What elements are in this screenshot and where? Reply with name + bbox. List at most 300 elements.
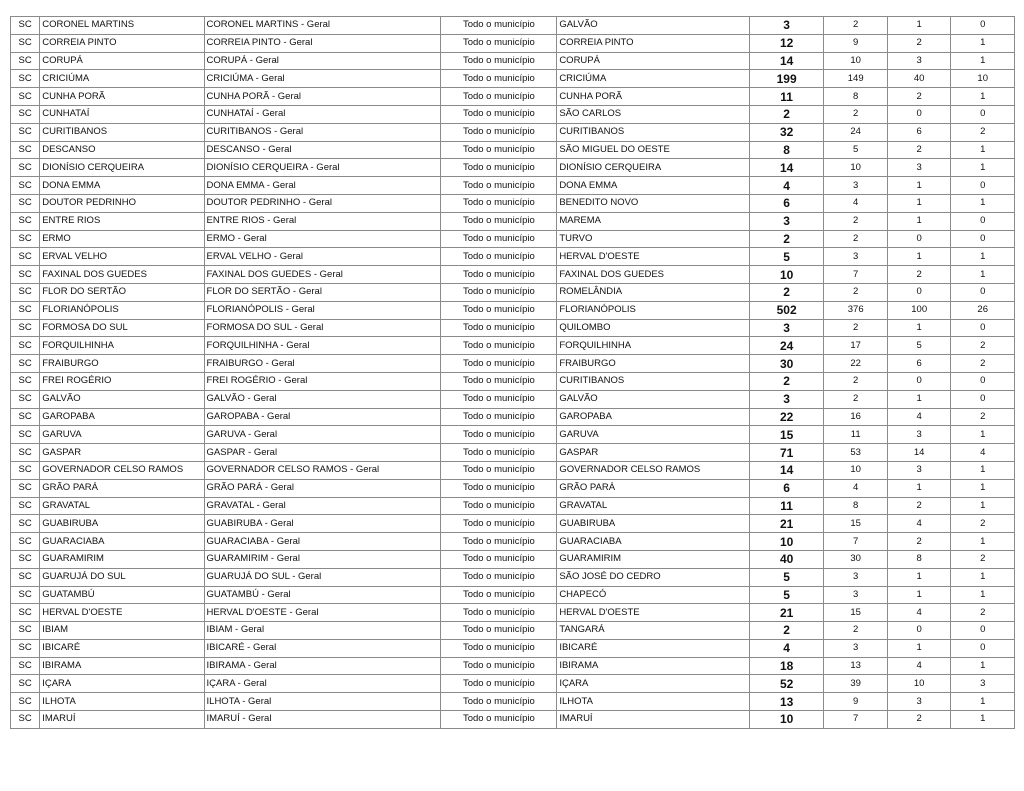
- uf-cell: SC: [11, 337, 40, 355]
- count-cell-3: 4: [951, 444, 1015, 462]
- count-cell-3: 0: [951, 177, 1015, 195]
- sede-cell: GALVÃO: [557, 390, 750, 408]
- total-cell: 2: [749, 230, 824, 248]
- count-cell-2: 10: [887, 675, 951, 693]
- count-cell-3: 0: [951, 283, 1015, 301]
- table-row: [11, 105, 1015, 123]
- count-cell-3: 1: [951, 266, 1015, 284]
- count-cell-3: 2: [951, 604, 1015, 622]
- municipio-cell: GALVÃO: [40, 390, 204, 408]
- count-cell-2: 100: [887, 301, 951, 319]
- municipio-cell: DIONÍSIO CERQUEIRA: [40, 159, 204, 177]
- area-cell: CUNHA PORÃ - Geral: [204, 88, 441, 106]
- abrangencia-cell: Todo o município: [441, 497, 557, 515]
- abrangencia-cell: Todo o município: [441, 17, 557, 35]
- municipio-cell: HERVAL D'OESTE: [40, 604, 204, 622]
- area-cell: ERVAL VELHO - Geral: [204, 248, 441, 266]
- sede-cell: TANGARÁ: [557, 622, 750, 640]
- count-cell-3: 10: [951, 70, 1015, 88]
- municipio-cell: FREI ROGÉRIO: [40, 372, 204, 390]
- abrangencia-cell: Todo o município: [441, 177, 557, 195]
- count-cell-2: 3: [887, 693, 951, 711]
- area-cell: FLOR DO SERTÃO - Geral: [204, 283, 441, 301]
- total-cell: 32: [749, 123, 824, 141]
- area-cell: GALVÃO - Geral: [204, 390, 441, 408]
- count-cell-1: 4: [824, 479, 888, 497]
- sede-cell: GUARAMIRIM: [557, 550, 750, 568]
- total-cell: 24: [749, 337, 824, 355]
- abrangencia-cell: Todo o município: [441, 675, 557, 693]
- count-cell-2: 1: [887, 177, 951, 195]
- municipio-cell: GARUVA: [40, 426, 204, 444]
- table-row: [11, 657, 1015, 675]
- area-cell: GRÃO PARÁ - Geral: [204, 479, 441, 497]
- count-cell-1: 3: [824, 586, 888, 604]
- uf-cell: SC: [11, 159, 40, 177]
- count-cell-2: 2: [887, 266, 951, 284]
- table-row: [11, 194, 1015, 212]
- uf-cell: SC: [11, 390, 40, 408]
- abrangencia-cell: Todo o município: [441, 355, 557, 373]
- table-row: [11, 52, 1015, 70]
- abrangencia-cell: Todo o município: [441, 461, 557, 479]
- table-row: [11, 70, 1015, 88]
- municipio-cell: DONA EMMA: [40, 177, 204, 195]
- count-cell-1: 2: [824, 283, 888, 301]
- table-row: [11, 568, 1015, 586]
- municipio-cell: CORONEL MARTINS: [40, 17, 204, 35]
- municipio-cell: CUNHATAÍ: [40, 105, 204, 123]
- count-cell-1: 15: [824, 604, 888, 622]
- area-cell: FORQUILHINHA - Geral: [204, 337, 441, 355]
- count-cell-1: 53: [824, 444, 888, 462]
- abrangencia-cell: Todo o município: [441, 586, 557, 604]
- uf-cell: SC: [11, 533, 40, 551]
- total-cell: 5: [749, 248, 824, 266]
- municipio-cell: FLORIANÓPOLIS: [40, 301, 204, 319]
- count-cell-3: 1: [951, 426, 1015, 444]
- total-cell: 3: [749, 390, 824, 408]
- count-cell-2: 4: [887, 604, 951, 622]
- sede-cell: QUILOMBO: [557, 319, 750, 337]
- table-row: [11, 408, 1015, 426]
- area-cell: GARUVA - Geral: [204, 426, 441, 444]
- total-cell: 3: [749, 17, 824, 35]
- count-cell-3: 1: [951, 34, 1015, 52]
- count-cell-3: 1: [951, 657, 1015, 675]
- abrangencia-cell: Todo o município: [441, 88, 557, 106]
- municipio-cell: GASPAR: [40, 444, 204, 462]
- total-cell: 5: [749, 586, 824, 604]
- municipio-cell: CUNHA PORÃ: [40, 88, 204, 106]
- count-cell-1: 22: [824, 355, 888, 373]
- table-row: [11, 159, 1015, 177]
- count-cell-3: 0: [951, 230, 1015, 248]
- count-cell-2: 1: [887, 568, 951, 586]
- count-cell-1: 3: [824, 568, 888, 586]
- count-cell-3: 2: [951, 550, 1015, 568]
- count-cell-1: 376: [824, 301, 888, 319]
- count-cell-1: 9: [824, 34, 888, 52]
- count-cell-2: 5: [887, 337, 951, 355]
- municipio-cell: FORQUILHINHA: [40, 337, 204, 355]
- uf-cell: SC: [11, 622, 40, 640]
- uf-cell: SC: [11, 177, 40, 195]
- total-cell: 199: [749, 70, 824, 88]
- table-row: [11, 123, 1015, 141]
- total-cell: 14: [749, 52, 824, 70]
- sede-cell: DONA EMMA: [557, 177, 750, 195]
- count-cell-1: 30: [824, 550, 888, 568]
- abrangencia-cell: Todo o município: [441, 194, 557, 212]
- municipio-cell: GUATAMBÚ: [40, 586, 204, 604]
- count-cell-3: 0: [951, 372, 1015, 390]
- area-cell: IBIAM - Geral: [204, 622, 441, 640]
- area-cell: HERVAL D'OESTE - Geral: [204, 604, 441, 622]
- area-cell: IMARUÍ - Geral: [204, 711, 441, 729]
- count-cell-2: 1: [887, 212, 951, 230]
- abrangencia-cell: Todo o município: [441, 408, 557, 426]
- count-cell-3: 1: [951, 159, 1015, 177]
- abrangencia-cell: Todo o município: [441, 693, 557, 711]
- area-cell: CORUPÁ - Geral: [204, 52, 441, 70]
- municipio-cell: GUARUJÁ DO SUL: [40, 568, 204, 586]
- uf-cell: SC: [11, 355, 40, 373]
- area-cell: ILHOTA - Geral: [204, 693, 441, 711]
- sede-cell: GAROPABA: [557, 408, 750, 426]
- count-cell-3: 1: [951, 711, 1015, 729]
- count-cell-1: 11: [824, 426, 888, 444]
- count-cell-2: 2: [887, 88, 951, 106]
- table-row: [11, 283, 1015, 301]
- count-cell-3: 2: [951, 123, 1015, 141]
- data-table: [10, 16, 1015, 729]
- count-cell-1: 3: [824, 639, 888, 657]
- uf-cell: SC: [11, 479, 40, 497]
- count-cell-2: 0: [887, 372, 951, 390]
- total-cell: 2: [749, 372, 824, 390]
- abrangencia-cell: Todo o município: [441, 141, 557, 159]
- area-cell: GUATAMBÚ - Geral: [204, 586, 441, 604]
- table-row: [11, 319, 1015, 337]
- table-row: [11, 212, 1015, 230]
- abrangencia-cell: Todo o município: [441, 639, 557, 657]
- count-cell-2: 1: [887, 639, 951, 657]
- count-cell-2: 1: [887, 479, 951, 497]
- area-cell: FRAIBURGO - Geral: [204, 355, 441, 373]
- abrangencia-cell: Todo o município: [441, 550, 557, 568]
- total-cell: 52: [749, 675, 824, 693]
- count-cell-2: 6: [887, 355, 951, 373]
- uf-cell: SC: [11, 105, 40, 123]
- sede-cell: CHAPECÓ: [557, 586, 750, 604]
- count-cell-3: 0: [951, 17, 1015, 35]
- table-row: [11, 177, 1015, 195]
- total-cell: 14: [749, 461, 824, 479]
- table-row: [11, 639, 1015, 657]
- count-cell-3: 0: [951, 105, 1015, 123]
- total-cell: 2: [749, 105, 824, 123]
- sede-cell: IBIRAMA: [557, 657, 750, 675]
- table-row: [11, 711, 1015, 729]
- table-row: [11, 444, 1015, 462]
- sede-cell: IBICARÉ: [557, 639, 750, 657]
- total-cell: 4: [749, 639, 824, 657]
- area-cell: GRAVATAL - Geral: [204, 497, 441, 515]
- count-cell-1: 149: [824, 70, 888, 88]
- count-cell-1: 17: [824, 337, 888, 355]
- count-cell-1: 4: [824, 194, 888, 212]
- sede-cell: CRICIÚMA: [557, 70, 750, 88]
- sede-cell: GALVÃO: [557, 17, 750, 35]
- total-cell: 3: [749, 212, 824, 230]
- area-cell: ERMO - Geral: [204, 230, 441, 248]
- table-row: [11, 693, 1015, 711]
- total-cell: 21: [749, 604, 824, 622]
- count-cell-2: 8: [887, 550, 951, 568]
- count-cell-1: 7: [824, 711, 888, 729]
- count-cell-3: 1: [951, 88, 1015, 106]
- sede-cell: DIONÍSIO CERQUEIRA: [557, 159, 750, 177]
- municipio-cell: GUARACIABA: [40, 533, 204, 551]
- uf-cell: SC: [11, 711, 40, 729]
- table-row: [11, 141, 1015, 159]
- total-cell: 8: [749, 141, 824, 159]
- count-cell-2: 14: [887, 444, 951, 462]
- count-cell-1: 2: [824, 319, 888, 337]
- municipio-cell: CRICIÚMA: [40, 70, 204, 88]
- area-cell: GAROPABA - Geral: [204, 408, 441, 426]
- area-cell: DOUTOR PEDRINHO - Geral: [204, 194, 441, 212]
- sede-cell: TURVO: [557, 230, 750, 248]
- total-cell: 2: [749, 622, 824, 640]
- count-cell-2: 0: [887, 105, 951, 123]
- uf-cell: SC: [11, 461, 40, 479]
- sede-cell: GRAVATAL: [557, 497, 750, 515]
- total-cell: 12: [749, 34, 824, 52]
- area-cell: GUARUJÁ DO SUL - Geral: [204, 568, 441, 586]
- table-row: [11, 88, 1015, 106]
- abrangencia-cell: Todo o município: [441, 479, 557, 497]
- table-row: [11, 479, 1015, 497]
- count-cell-2: 2: [887, 34, 951, 52]
- total-cell: 10: [749, 711, 824, 729]
- count-cell-1: 16: [824, 408, 888, 426]
- count-cell-3: 1: [951, 461, 1015, 479]
- municipio-cell: IMARUÍ: [40, 711, 204, 729]
- count-cell-1: 2: [824, 105, 888, 123]
- area-cell: CORONEL MARTINS - Geral: [204, 17, 441, 35]
- abrangencia-cell: Todo o município: [441, 159, 557, 177]
- count-cell-2: 4: [887, 657, 951, 675]
- municipio-cell: DESCANSO: [40, 141, 204, 159]
- sede-cell: SÃO CARLOS: [557, 105, 750, 123]
- count-cell-3: 0: [951, 212, 1015, 230]
- uf-cell: SC: [11, 123, 40, 141]
- municipio-cell: ILHOTA: [40, 693, 204, 711]
- total-cell: 11: [749, 88, 824, 106]
- table-row: [11, 230, 1015, 248]
- count-cell-1: 2: [824, 390, 888, 408]
- abrangencia-cell: Todo o município: [441, 568, 557, 586]
- sede-cell: IÇARA: [557, 675, 750, 693]
- abrangencia-cell: Todo o município: [441, 52, 557, 70]
- area-cell: CUNHATAÍ - Geral: [204, 105, 441, 123]
- count-cell-2: 3: [887, 426, 951, 444]
- uf-cell: SC: [11, 408, 40, 426]
- area-cell: GUABIRUBA - Geral: [204, 515, 441, 533]
- table-row: [11, 34, 1015, 52]
- count-cell-2: 1: [887, 248, 951, 266]
- sede-cell: FRAIBURGO: [557, 355, 750, 373]
- count-cell-1: 2: [824, 17, 888, 35]
- count-cell-2: 3: [887, 52, 951, 70]
- count-cell-3: 1: [951, 586, 1015, 604]
- count-cell-1: 7: [824, 266, 888, 284]
- abrangencia-cell: Todo o município: [441, 657, 557, 675]
- table-row: [11, 372, 1015, 390]
- count-cell-2: 3: [887, 461, 951, 479]
- municipio-cell: FRAIBURGO: [40, 355, 204, 373]
- uf-cell: SC: [11, 34, 40, 52]
- sede-cell: GASPAR: [557, 444, 750, 462]
- count-cell-1: 10: [824, 52, 888, 70]
- total-cell: 502: [749, 301, 824, 319]
- abrangencia-cell: Todo o município: [441, 105, 557, 123]
- table-row: [11, 17, 1015, 35]
- area-cell: FORMOSA DO SUL - Geral: [204, 319, 441, 337]
- municipio-cell: GRÃO PARÁ: [40, 479, 204, 497]
- area-cell: DONA EMMA - Geral: [204, 177, 441, 195]
- table-row: [11, 390, 1015, 408]
- count-cell-1: 15: [824, 515, 888, 533]
- table-row: [11, 586, 1015, 604]
- abrangencia-cell: Todo o município: [441, 604, 557, 622]
- count-cell-2: 1: [887, 390, 951, 408]
- area-cell: DESCANSO - Geral: [204, 141, 441, 159]
- count-cell-1: 2: [824, 230, 888, 248]
- uf-cell: SC: [11, 657, 40, 675]
- area-cell: IBIRAMA - Geral: [204, 657, 441, 675]
- municipio-cell: FORMOSA DO SUL: [40, 319, 204, 337]
- count-cell-3: 26: [951, 301, 1015, 319]
- total-cell: 22: [749, 408, 824, 426]
- total-cell: 18: [749, 657, 824, 675]
- count-cell-2: 1: [887, 194, 951, 212]
- total-cell: 6: [749, 194, 824, 212]
- abrangencia-cell: Todo o município: [441, 319, 557, 337]
- count-cell-3: 1: [951, 568, 1015, 586]
- municipio-cell: GRAVATAL: [40, 497, 204, 515]
- count-cell-3: 1: [951, 533, 1015, 551]
- area-cell: IÇARA - Geral: [204, 675, 441, 693]
- municipio-cell: FLOR DO SERTÃO: [40, 283, 204, 301]
- municipio-cell: IBICARÉ: [40, 639, 204, 657]
- municipio-cell: CORUPÁ: [40, 52, 204, 70]
- total-cell: 13: [749, 693, 824, 711]
- total-cell: 10: [749, 266, 824, 284]
- uf-cell: SC: [11, 550, 40, 568]
- municipio-cell: ERMO: [40, 230, 204, 248]
- abrangencia-cell: Todo o município: [441, 444, 557, 462]
- uf-cell: SC: [11, 230, 40, 248]
- data-table-sheet: [10, 16, 1015, 729]
- count-cell-3: 2: [951, 408, 1015, 426]
- area-cell: DIONÍSIO CERQUEIRA - Geral: [204, 159, 441, 177]
- count-cell-2: 2: [887, 533, 951, 551]
- abrangencia-cell: Todo o município: [441, 266, 557, 284]
- area-cell: FAXINAL DOS GUEDES - Geral: [204, 266, 441, 284]
- municipio-cell: GAROPABA: [40, 408, 204, 426]
- count-cell-3: 1: [951, 693, 1015, 711]
- count-cell-3: 2: [951, 515, 1015, 533]
- municipio-cell: IBIAM: [40, 622, 204, 640]
- uf-cell: SC: [11, 675, 40, 693]
- municipio-cell: IBIRAMA: [40, 657, 204, 675]
- count-cell-3: 1: [951, 497, 1015, 515]
- sede-cell: CORUPÁ: [557, 52, 750, 70]
- count-cell-3: 0: [951, 390, 1015, 408]
- count-cell-3: 1: [951, 52, 1015, 70]
- sede-cell: FLORIANÓPOLIS: [557, 301, 750, 319]
- total-cell: 6: [749, 479, 824, 497]
- uf-cell: SC: [11, 301, 40, 319]
- table-row: [11, 355, 1015, 373]
- count-cell-2: 1: [887, 586, 951, 604]
- municipio-cell: CORREIA PINTO: [40, 34, 204, 52]
- table-row: [11, 675, 1015, 693]
- uf-cell: SC: [11, 497, 40, 515]
- municipio-cell: GOVERNADOR CELSO RAMOS: [40, 461, 204, 479]
- sede-cell: CURITIBANOS: [557, 372, 750, 390]
- abrangencia-cell: Todo o município: [441, 123, 557, 141]
- area-cell: IBICARÉ - Geral: [204, 639, 441, 657]
- count-cell-3: 1: [951, 248, 1015, 266]
- count-cell-1: 7: [824, 533, 888, 551]
- count-cell-2: 4: [887, 515, 951, 533]
- uf-cell: SC: [11, 319, 40, 337]
- uf-cell: SC: [11, 194, 40, 212]
- count-cell-2: 40: [887, 70, 951, 88]
- sede-cell: CURITIBANOS: [557, 123, 750, 141]
- count-cell-2: 2: [887, 497, 951, 515]
- municipio-cell: GUABIRUBA: [40, 515, 204, 533]
- sede-cell: ILHOTA: [557, 693, 750, 711]
- count-cell-2: 1: [887, 17, 951, 35]
- count-cell-1: 2: [824, 372, 888, 390]
- count-cell-3: 0: [951, 319, 1015, 337]
- total-cell: 71: [749, 444, 824, 462]
- count-cell-2: 2: [887, 711, 951, 729]
- sede-cell: GUABIRUBA: [557, 515, 750, 533]
- area-cell: FLORIANÓPOLIS - Geral: [204, 301, 441, 319]
- abrangencia-cell: Todo o município: [441, 337, 557, 355]
- area-cell: GOVERNADOR CELSO RAMOS - Geral: [204, 461, 441, 479]
- count-cell-2: 0: [887, 622, 951, 640]
- municipio-cell: FAXINAL DOS GUEDES: [40, 266, 204, 284]
- total-cell: 15: [749, 426, 824, 444]
- area-cell: GUARAMIRIM - Geral: [204, 550, 441, 568]
- total-cell: 14: [749, 159, 824, 177]
- count-cell-1: 9: [824, 693, 888, 711]
- abrangencia-cell: Todo o município: [441, 301, 557, 319]
- total-cell: 21: [749, 515, 824, 533]
- abrangencia-cell: Todo o município: [441, 711, 557, 729]
- area-cell: CRICIÚMA - Geral: [204, 70, 441, 88]
- count-cell-1: 2: [824, 212, 888, 230]
- total-cell: 10: [749, 533, 824, 551]
- uf-cell: SC: [11, 426, 40, 444]
